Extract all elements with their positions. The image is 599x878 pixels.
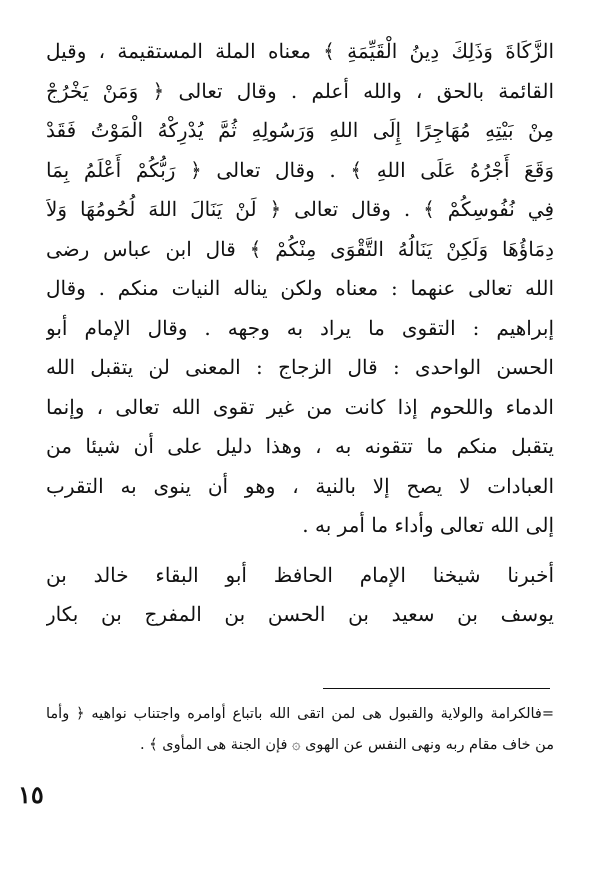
footnote-block: [46, 699, 554, 761]
page-number: ١٥: [18, 780, 44, 809]
text-line: دِمَاؤُهَا وَلَكِنْ يَنَالُهُ التَّقْوَى مِنْكُمْ ﴾ قال ابن عباس رضى: [46, 236, 554, 261]
footnote-divider: [323, 688, 550, 689]
text-line: أخبرنا شيخنا الإمام الحافظ أبو البقاء خالد بن: [46, 562, 554, 587]
footnote-line: =فالكرامة والولاية والقبول هى لمن اتقى الله باتباع أوامره واجتناب نواهيه ﴿ وأما: [46, 706, 554, 722]
text-line: الحسن الواحدى : قال الزجاج : المعنى لن يتقبل الله: [46, 355, 554, 379]
text-line: مِنْ بَيْتِهِ مُهَاجِرًا إِلَى اللهِ وَرَسُولِهِ ثُمَّ يُدْرِكْهُ الْمَوْتُ فَقَدْ: [46, 118, 554, 142]
text-line: فِي نُفُوسِكُمْ ﴾ . وقال تعالى ﴿ لَنْ يَنَالَ اللهَ لُحُومُهَا وَلاَ: [46, 197, 554, 221]
text-line: يتقبل منكم ما تتقونه به ، وهذا دليل على أن شيئا من: [46, 434, 554, 458]
text-line: إلى الله تعالى وأداء ما أمر به .: [302, 513, 554, 537]
paragraph-gap: [46, 546, 554, 556]
text-line: إبراهيم : التقوى ما يراد به وجهه . وقال الإمام أبو: [46, 315, 554, 340]
footnote-line: من خاف مقام ربه ونهى النفس عن الهوى ۞ فإن الجنة هى المأوى ﴾ .: [139, 737, 554, 753]
text-line: الزَّكَاةَ وَذَلِكَ دِينُ الْقَيِّمَةِ ﴾ معناه الملة المستقيمة ، وقيل: [46, 39, 554, 63]
main-text: [46, 32, 554, 635]
text-line: الدماء واللحوم إذا كانت من غير تقوى الله تعالى ، وإنما: [46, 394, 554, 419]
text-line: العبادات لا يصح إلا بالنية ، وهو أن ينوى به التقرب: [46, 473, 554, 498]
text-line: القائمة بالحق ، والله أعلم . وقال تعالى ﴿ وَمَنْ يَخْرُجْ: [46, 78, 554, 103]
text-line: يوسف بن سعيد بن الحسن بن المفرج بن بكار: [46, 602, 554, 626]
text-line: الله تعالى عنهما : معناه ولكن يناله النيات منكم . وقال: [46, 276, 554, 300]
text-line: وَقَعَ أَجْرُهُ عَلَى اللهِ ﴾ . وقال تعالى ﴿ رَبُّكُمْ أَعْلَمُ بِمَا: [46, 157, 554, 182]
